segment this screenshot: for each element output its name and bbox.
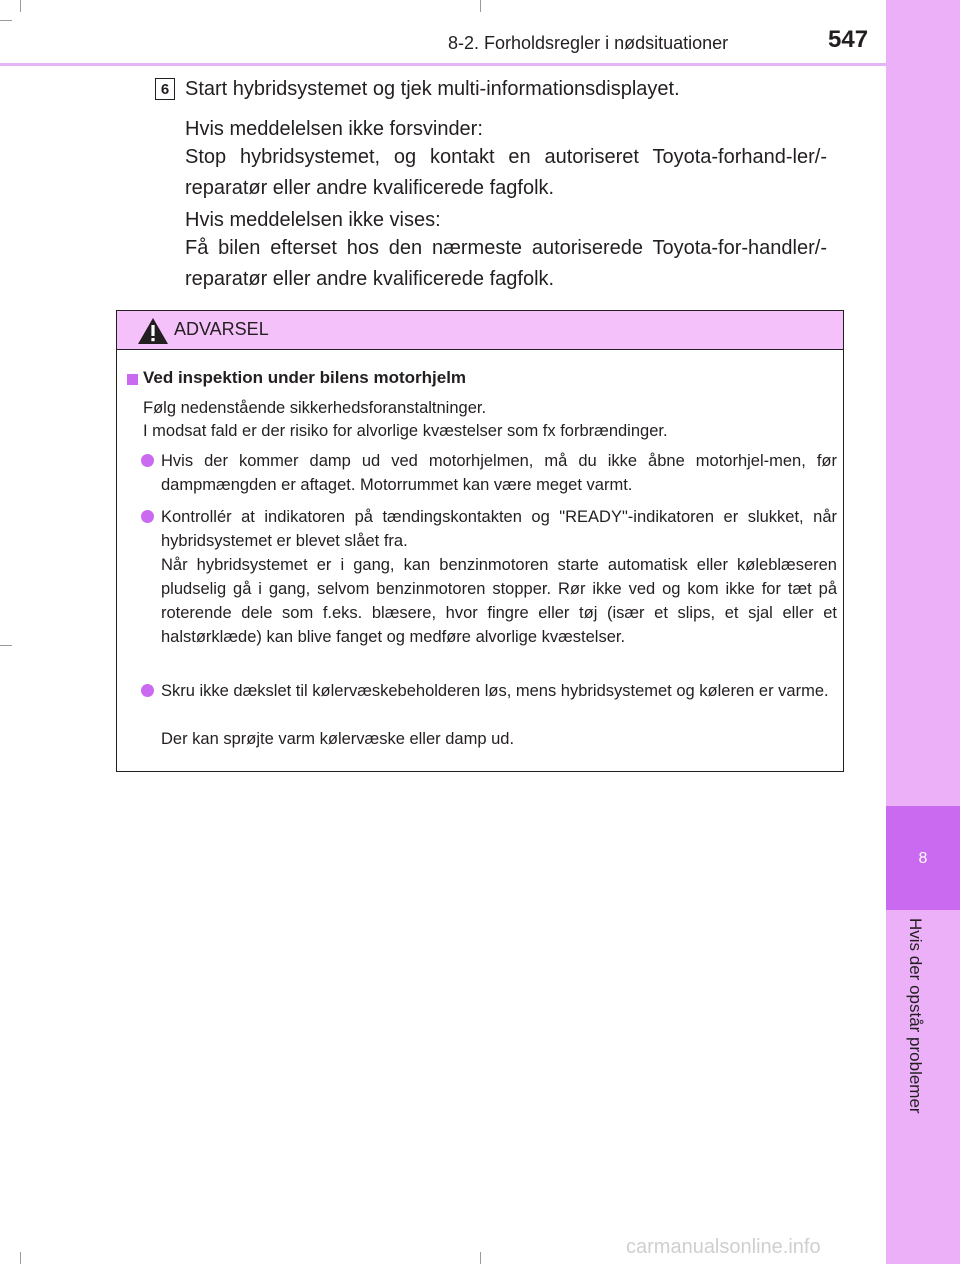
crop-mark	[0, 645, 12, 646]
round-bullet-icon	[141, 510, 154, 523]
round-bullet-icon	[141, 684, 154, 697]
warning-triangle-icon	[137, 317, 169, 345]
case1-body: Stop hybridsystemet, og kontakt en autoriseret Toyota-forhand-ler/-reparatør eller andre kvalificerede fagfolk.	[185, 146, 827, 199]
warning-bullet-continued: Når hybridsystemet er i gang, kan benzinmotoren starte automatisk eller køleblæseren pludselig gå i gang, selvom benzinmotoren stopper. Rør ikke ved og kom ikke for tæt på roterende dele som f.eks. blæsere, hvor fingre eller tøj (især et slips, et sjal eller et halstørklæde) kan blive fanget og medføre alvorlige kvæstelser.	[161, 556, 837, 646]
chapter-title: Hvis der opstår problemer	[906, 918, 925, 1114]
watermark: carmanualsonline.info	[626, 1236, 821, 1258]
crop-mark	[480, 0, 481, 12]
warning-header	[117, 311, 843, 350]
chapter-number-box	[886, 806, 960, 910]
crop-mark	[20, 0, 21, 12]
warning-intro: I modsat fald er der risiko for alvorlige kvæstelser som fx forbrændinger.	[143, 422, 668, 440]
warning-bullet-continued: Der kan sprøjte varm kølervæske eller damp ud.	[161, 730, 515, 748]
header-rule	[0, 63, 886, 66]
warning-bullet: Hvis der kommer damp ud ved motorhjelmen, må du ikke åbne motorhjel-men, før dampmængden er aftaget. Motorrummet kan være meget varmt.	[161, 452, 837, 494]
warning-title: ADVARSEL	[174, 319, 269, 339]
case2-heading: Hvis meddelelsen ikke vises:	[185, 209, 441, 231]
crop-mark	[0, 20, 12, 21]
square-bullet-icon	[127, 374, 138, 385]
crop-mark	[20, 1252, 21, 1264]
crop-mark	[480, 1252, 481, 1264]
warning-intro: Følg nedenstående sikkerhedsforanstaltninger.	[143, 399, 487, 417]
warning-bullet: Kontrollér at indikatoren på tændingskontakten og "READY"-indikatoren er slukket, når hybridsystemet er blevet slået fra.	[161, 508, 837, 550]
step-number-badge: 6	[155, 78, 175, 100]
warning-subheading: Ved inspektion under bilens motorhjelm	[143, 368, 467, 387]
page-number: 547	[828, 26, 869, 53]
step-instruction: Start hybridsystemet og tjek multi-informationsdisplayet.	[185, 78, 680, 100]
case2-body: Få bilen efterset hos den nærmeste autoriserede Toyota-for-handler/-reparatør eller andre kvalificerede fagfolk.	[185, 237, 827, 290]
warning-box	[116, 310, 844, 772]
case1-heading: Hvis meddelelsen ikke forsvinder:	[185, 118, 483, 140]
chapter-number: 8	[918, 850, 928, 867]
round-bullet-icon	[141, 454, 154, 467]
header-section-title: 8-2. Forholdsregler i nødsituationer	[448, 33, 729, 53]
warning-bullet: Skru ikke dækslet til kølervæskebeholderen løs, mens hybridsystemet og køleren er varme.	[161, 682, 829, 700]
